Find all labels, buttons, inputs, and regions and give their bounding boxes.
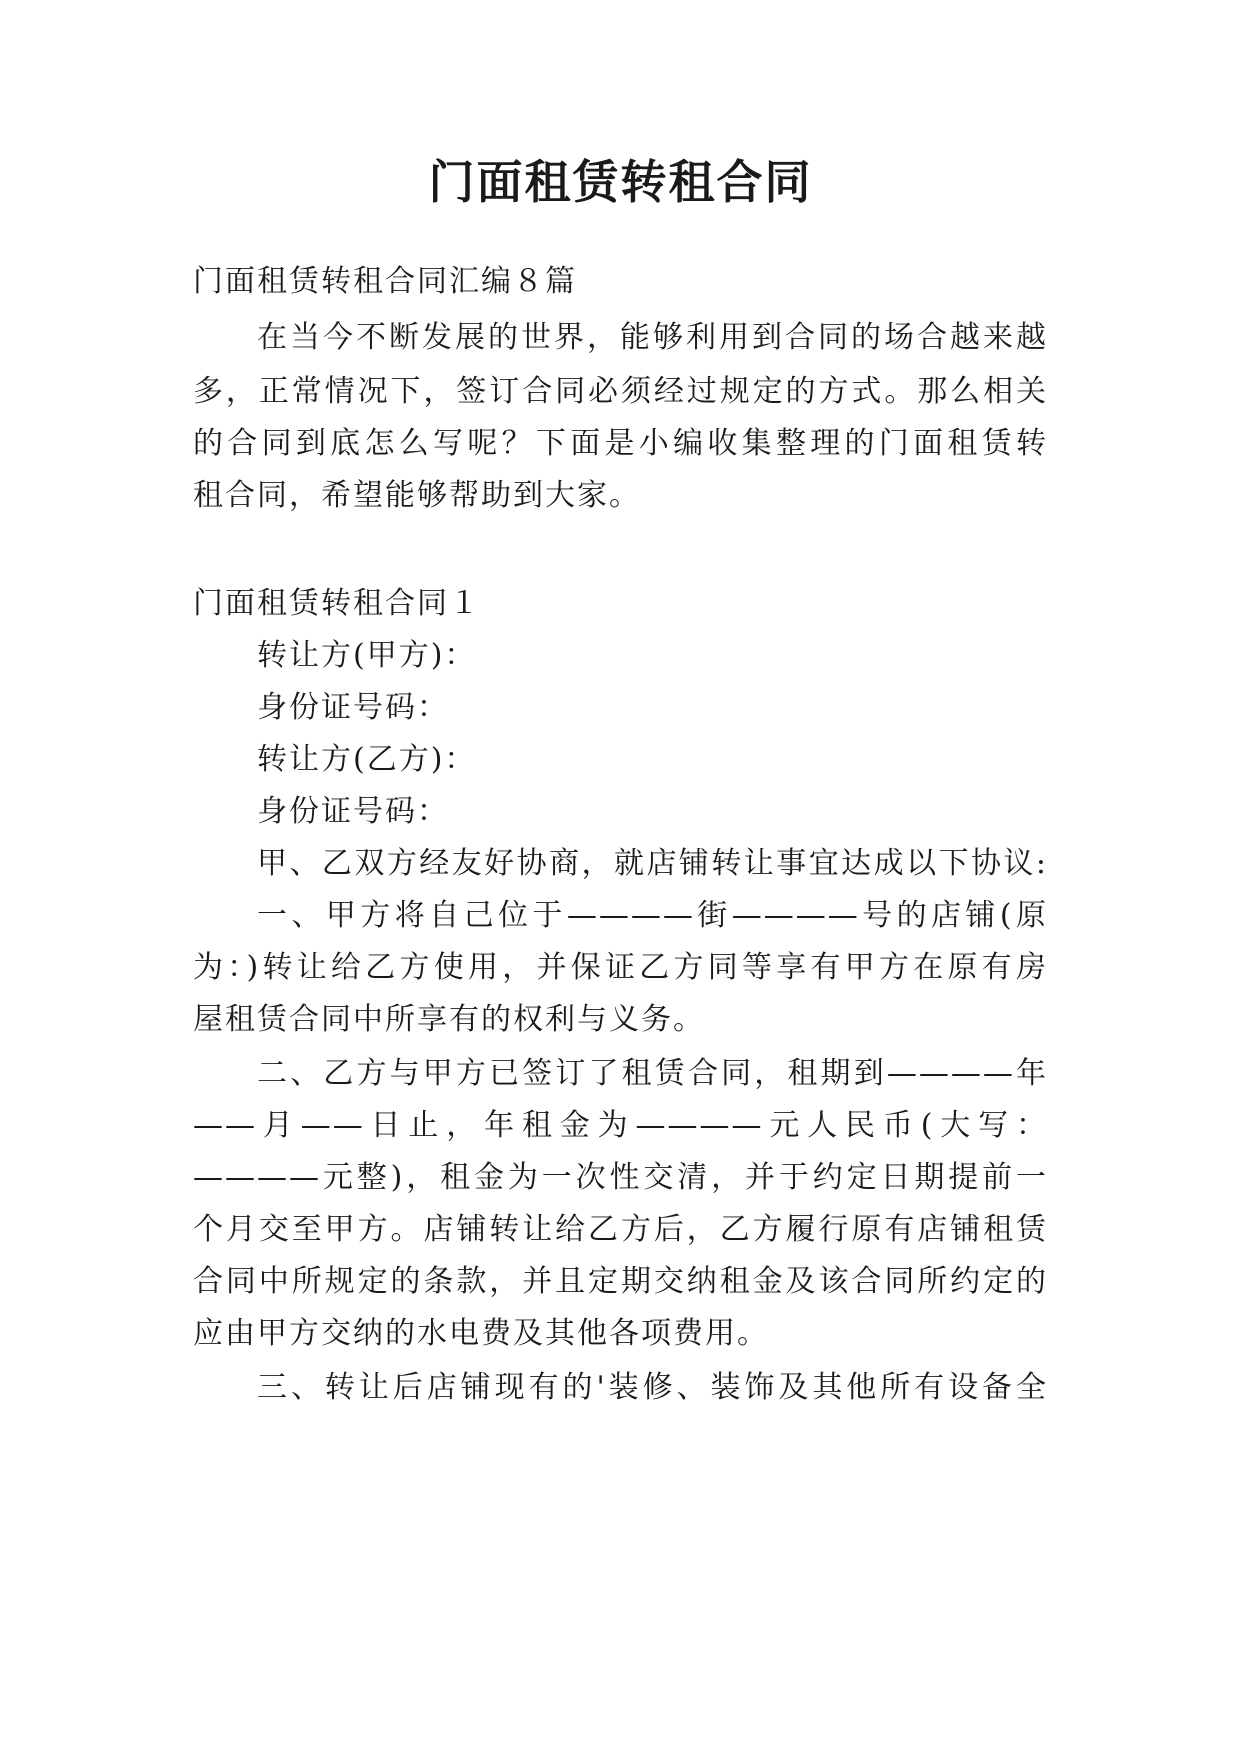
field-label: 身份证号码： xyxy=(257,690,449,725)
section-heading: 门面租赁转租合同１ xyxy=(193,586,481,621)
paragraph-line: 的合同到底怎么写呢？下面是小编收集整理的门面租赁转 xyxy=(193,426,1048,461)
clause-line: 屋租赁合同中所享有的权利与义务。 xyxy=(193,1002,705,1037)
paragraph-line: 甲、乙双方经友好协商，就店铺转让事宜达成以下协议: xyxy=(257,846,1048,881)
field-label: 转让方(甲方)： xyxy=(257,638,477,673)
paragraph-line: 多，正常情况下，签订合同必须经过规定的方式。那么相关 xyxy=(193,374,1048,409)
clause-line: 合同中所规定的条款，并且定期交纳租金及该合同所约定的 xyxy=(193,1264,1048,1299)
clause-line: 一、甲方将自己位于————街————号的店铺(原 xyxy=(257,898,1048,933)
clause-line: ——月——日止，年租金为————元人民币(大写： xyxy=(193,1108,1048,1143)
paragraph-line: 租合同，希望能够帮助到大家。 xyxy=(193,478,641,513)
field-label: 身份证号码： xyxy=(257,794,449,829)
clause-line: ————元整)，租金为一次性交清，并于约定日期提前一 xyxy=(193,1160,1048,1195)
document-title: 门面租赁转租合同 xyxy=(428,155,813,209)
clause-line: 三、转让后店铺现有的'装修、装饰及其他所有设备全 xyxy=(257,1370,1048,1405)
clause-line: 个月交至甲方。店铺转让给乙方后，乙方履行原有店铺租赁 xyxy=(193,1212,1048,1247)
clause-line: 应由甲方交纳的水电费及其他各项费用。 xyxy=(193,1316,769,1351)
field-label: 转让方(乙方)： xyxy=(257,742,477,777)
paragraph-line: 在当今不断发展的世界，能够利用到合同的场合越来越 xyxy=(257,320,1048,355)
clause-line: 二、乙方与甲方已签订了租赁合同，租期到————年 xyxy=(257,1056,1048,1091)
clause-line: 为：)转让给乙方使用，并保证乙方同等享有甲方在原有房 xyxy=(193,950,1048,985)
document-subtitle: 门面租赁转租合同汇编８篇 xyxy=(193,264,577,299)
